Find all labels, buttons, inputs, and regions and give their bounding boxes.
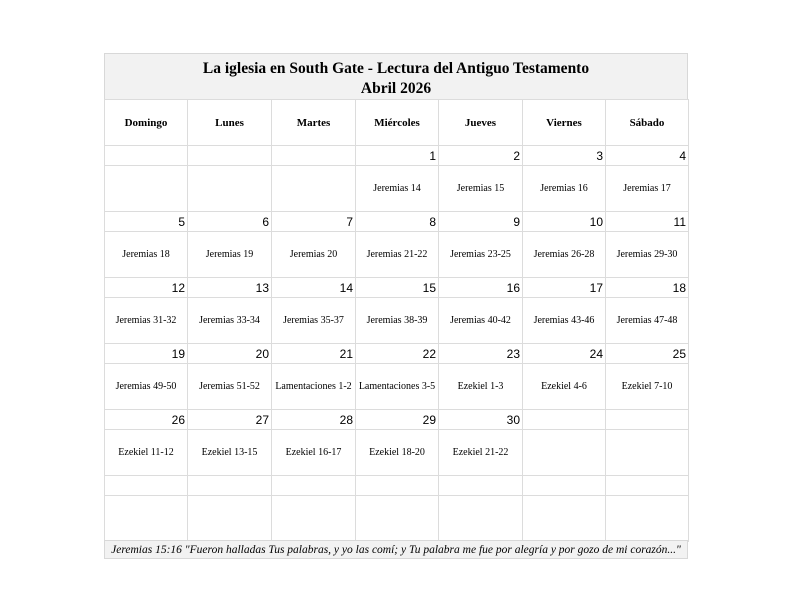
reading-cell xyxy=(105,496,188,542)
page-title: La iglesia en South Gate - Lectura del Antiguo Testamento xyxy=(202,60,590,77)
date-number: 30 xyxy=(439,410,523,430)
reading-cell: Jeremias 16 xyxy=(523,166,606,212)
reading-cell: Jeremias 26-28 xyxy=(523,232,606,278)
reading-row xyxy=(105,430,689,476)
reading-row xyxy=(105,364,689,410)
reading-cell xyxy=(188,166,272,212)
month-title: Abril 2026 xyxy=(360,80,432,97)
date-row xyxy=(105,212,689,232)
date-number xyxy=(439,476,523,496)
reading-row xyxy=(105,496,689,542)
reading-cell: Jeremias 51-52 xyxy=(188,364,272,410)
reading-row xyxy=(105,298,689,344)
reading-row xyxy=(105,232,689,278)
date-number xyxy=(606,476,689,496)
date-number: 24 xyxy=(523,344,606,364)
date-number: 22 xyxy=(356,344,439,364)
weekday-label: Sábado xyxy=(606,100,689,146)
date-number: 17 xyxy=(523,278,606,298)
date-number: 26 xyxy=(105,410,188,430)
date-number: 2 xyxy=(439,146,523,166)
date-number: 21 xyxy=(272,344,356,364)
date-number xyxy=(188,476,272,496)
date-number: 4 xyxy=(606,146,689,166)
reading-cell xyxy=(272,496,356,542)
date-number: 20 xyxy=(188,344,272,364)
reading-cell xyxy=(356,496,439,542)
footer-verse: Jeremias 15:16 "Fueron halladas Tus palabras, y yo las comí; y Tu palabra me fue por alegría y por gozo de mi corazón..." xyxy=(104,540,688,559)
reading-cell: Lamentaciones 1-2 xyxy=(272,364,356,410)
reading-cell xyxy=(272,166,356,212)
reading-cell: Ezekiel 7-10 xyxy=(606,364,689,410)
date-number: 5 xyxy=(105,212,188,232)
reading-cell: Jeremias 49-50 xyxy=(105,364,188,410)
date-number: 12 xyxy=(105,278,188,298)
reading-cell xyxy=(105,166,188,212)
date-number: 3 xyxy=(523,146,606,166)
date-number: 1 xyxy=(356,146,439,166)
date-number: 25 xyxy=(606,344,689,364)
date-number xyxy=(523,476,606,496)
reading-cell: Jeremias 17 xyxy=(606,166,689,212)
reading-cell: Lamentaciones 3-5 xyxy=(356,364,439,410)
date-number xyxy=(105,476,188,496)
weekday-label: Domingo xyxy=(105,100,188,146)
weekday-header-row xyxy=(105,100,689,146)
date-number: 16 xyxy=(439,278,523,298)
weekday-label: Miércoles xyxy=(356,100,439,146)
date-number: 29 xyxy=(356,410,439,430)
date-number: 15 xyxy=(356,278,439,298)
date-row xyxy=(105,278,689,298)
date-number: 28 xyxy=(272,410,356,430)
date-number: 19 xyxy=(105,344,188,364)
reading-cell: Ezekiel 1-3 xyxy=(439,364,523,410)
reading-cell: Jeremias 38-39 xyxy=(356,298,439,344)
date-number xyxy=(188,146,272,166)
reading-cell: Jeremias 40-42 xyxy=(439,298,523,344)
reading-row xyxy=(105,166,689,212)
reading-cell: Jeremias 35-37 xyxy=(272,298,356,344)
weekday-label: Lunes xyxy=(188,100,272,146)
reading-cell: Ezekiel 16-17 xyxy=(272,430,356,476)
reading-cell: Ezekiel 13-15 xyxy=(188,430,272,476)
reading-cell: Ezekiel 4-6 xyxy=(523,364,606,410)
reading-cell: Jeremias 14 xyxy=(356,166,439,212)
reading-cell xyxy=(523,496,606,542)
weekday-label: Viernes xyxy=(523,100,606,146)
date-row xyxy=(105,344,689,364)
reading-cell: Ezekiel 11-12 xyxy=(105,430,188,476)
reading-cell xyxy=(439,496,523,542)
reading-cell: Ezekiel 18-20 xyxy=(356,430,439,476)
reading-cell: Jeremias 15 xyxy=(439,166,523,212)
reading-cell: Ezekiel 21-22 xyxy=(439,430,523,476)
weekday-label: Jueves xyxy=(439,100,523,146)
reading-cell xyxy=(523,430,606,476)
calendar xyxy=(104,53,688,559)
date-number xyxy=(523,410,606,430)
reading-cell: Jeremias 47-48 xyxy=(606,298,689,344)
date-number: 13 xyxy=(188,278,272,298)
date-number: 11 xyxy=(606,212,689,232)
date-number: 27 xyxy=(188,410,272,430)
date-row xyxy=(105,476,689,496)
reading-cell: Jeremias 19 xyxy=(188,232,272,278)
date-number: 8 xyxy=(356,212,439,232)
date-row xyxy=(105,146,689,166)
date-number: 23 xyxy=(439,344,523,364)
reading-cell: Jeremias 31-32 xyxy=(105,298,188,344)
calendar-grid xyxy=(104,99,689,542)
date-number: 9 xyxy=(439,212,523,232)
date-number xyxy=(606,410,689,430)
calendar-header xyxy=(104,53,688,100)
date-number: 18 xyxy=(606,278,689,298)
reading-cell xyxy=(606,496,689,542)
date-number: 10 xyxy=(523,212,606,232)
reading-cell: Jeremias 20 xyxy=(272,232,356,278)
reading-cell: Jeremias 23-25 xyxy=(439,232,523,278)
date-number xyxy=(272,476,356,496)
reading-cell: Jeremias 21-22 xyxy=(356,232,439,278)
date-number xyxy=(356,476,439,496)
reading-cell: Jeremias 29-30 xyxy=(606,232,689,278)
date-number: 6 xyxy=(188,212,272,232)
reading-cell xyxy=(606,430,689,476)
reading-cell: Jeremias 43-46 xyxy=(523,298,606,344)
date-row xyxy=(105,410,689,430)
reading-cell: Jeremias 33-34 xyxy=(188,298,272,344)
date-number: 14 xyxy=(272,278,356,298)
weekday-label: Martes xyxy=(272,100,356,146)
date-number xyxy=(105,146,188,166)
reading-cell xyxy=(188,496,272,542)
reading-cell: Jeremias 18 xyxy=(105,232,188,278)
date-number xyxy=(272,146,356,166)
date-number: 7 xyxy=(272,212,356,232)
